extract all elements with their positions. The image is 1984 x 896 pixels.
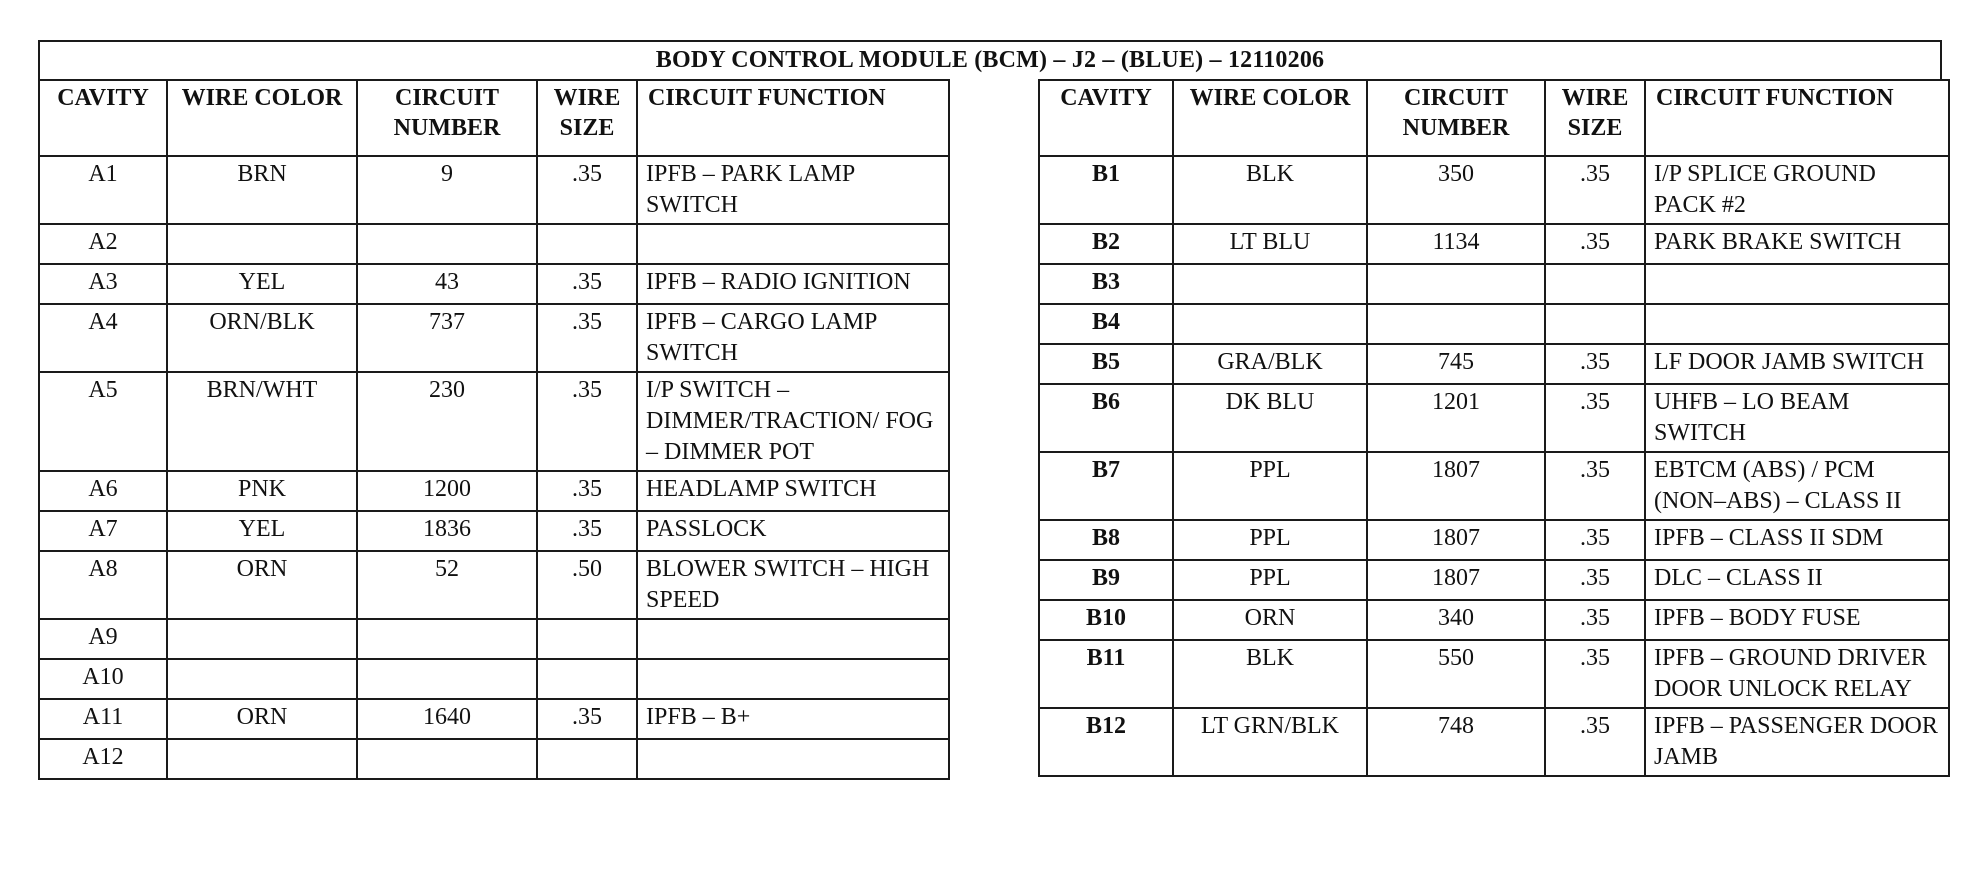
table-row: [39, 699, 949, 739]
header-row: [1039, 80, 1949, 156]
table-row: [1039, 224, 1949, 264]
col-header-wire-color: WIRE COLOR: [167, 80, 357, 156]
circuit-function-cell: IPFB – CARGO LAMP SWITCH: [637, 304, 949, 372]
table-title: BODY CONTROL MODULE (BCM) – J2 – (BLUE) – 12110206: [38, 40, 1942, 79]
circuit-function-cell: PASSLOCK: [637, 511, 949, 551]
table-row: [1039, 344, 1949, 384]
wire-color-cell: PPL: [1173, 520, 1367, 560]
wire-size-cell: [537, 619, 637, 659]
circuit-function-cell: BLOWER SWITCH – HIGH SPEED: [637, 551, 949, 619]
cavity-cell: A11: [39, 699, 167, 739]
cavity-cell: B6: [1039, 384, 1173, 452]
wire-size-cell: .35: [1545, 344, 1645, 384]
table-row: [1039, 384, 1949, 452]
circuit-number-cell: [357, 619, 537, 659]
wire-size-cell: .35: [1545, 452, 1645, 520]
wire-size-cell: .35: [1545, 384, 1645, 452]
table-row: [39, 471, 949, 511]
table-row: [39, 511, 949, 551]
circuit-number-cell: 43: [357, 264, 537, 304]
circuit-function-cell: IPFB – CLASS II SDM: [1645, 520, 1949, 560]
cavity-cell: B1: [1039, 156, 1173, 224]
wire-size-cell: .35: [537, 511, 637, 551]
table-row: [39, 156, 949, 224]
cavity-cell: A1: [39, 156, 167, 224]
wire-color-cell: PPL: [1173, 560, 1367, 600]
wire-size-cell: [1545, 304, 1645, 344]
wire-color-cell: LT GRN/BLK: [1173, 708, 1367, 776]
circuit-number-cell: 1200: [357, 471, 537, 511]
table-row: [1039, 520, 1949, 560]
wire-size-cell: .35: [537, 699, 637, 739]
circuit-number-cell: 1807: [1367, 452, 1545, 520]
wire-color-cell: ORN: [167, 699, 357, 739]
circuit-number-cell: 9: [357, 156, 537, 224]
circuit-number-cell: [357, 739, 537, 779]
circuit-number-cell: 230: [357, 372, 537, 471]
circuit-function-cell: UHFB – LO BEAM SWITCH: [1645, 384, 1949, 452]
circuit-number-cell: 1836: [357, 511, 537, 551]
cavity-cell: A4: [39, 304, 167, 372]
cavity-cell: B2: [1039, 224, 1173, 264]
cavity-cell: A10: [39, 659, 167, 699]
circuit-number-cell: 1201: [1367, 384, 1545, 452]
circuit-number-cell: 1134: [1367, 224, 1545, 264]
circuit-number-cell: [357, 659, 537, 699]
wire-color-cell: BLK: [1173, 156, 1367, 224]
wire-color-cell: [167, 224, 357, 264]
circuit-function-cell: IPFB – PASSENGER DOOR JAMB: [1645, 708, 1949, 776]
circuit-number-cell: 550: [1367, 640, 1545, 708]
table-row: [1039, 304, 1949, 344]
wire-size-cell: .35: [537, 471, 637, 511]
circuit-number-cell: 1807: [1367, 520, 1545, 560]
wire-color-cell: ORN: [167, 551, 357, 619]
wire-color-cell: ORN: [1173, 600, 1367, 640]
table-body-b: [1039, 156, 1949, 776]
pinout-table-b: [1038, 79, 1950, 777]
table-row: [39, 304, 949, 372]
wire-size-cell: .35: [1545, 224, 1645, 264]
circuit-function-cell: [1645, 304, 1949, 344]
table-row: [1039, 600, 1949, 640]
table-row: [1039, 560, 1949, 600]
cavity-cell: A6: [39, 471, 167, 511]
wire-color-cell: LT BLU: [1173, 224, 1367, 264]
circuit-function-cell: IPFB – PARK LAMP SWITCH: [637, 156, 949, 224]
wire-color-cell: BRN/WHT: [167, 372, 357, 471]
table-row: [39, 551, 949, 619]
wire-color-cell: [1173, 304, 1367, 344]
wire-color-cell: DK BLU: [1173, 384, 1367, 452]
table-row: [1039, 264, 1949, 304]
cavity-cell: B8: [1039, 520, 1173, 560]
circuit-number-cell: [1367, 264, 1545, 304]
wire-size-cell: .35: [1545, 156, 1645, 224]
circuit-function-cell: [637, 619, 949, 659]
circuit-function-cell: [637, 659, 949, 699]
circuit-number-cell: 1640: [357, 699, 537, 739]
col-header-circuit-number: CIRCUIT NUMBER: [1367, 80, 1545, 156]
circuit-number-cell: 748: [1367, 708, 1545, 776]
wire-color-cell: ORN/BLK: [167, 304, 357, 372]
circuit-function-cell: [637, 224, 949, 264]
circuit-function-cell: EBTCM (ABS) / PCM (NON–ABS) – CLASS II: [1645, 452, 1949, 520]
table-row: [1039, 640, 1949, 708]
cavity-cell: A8: [39, 551, 167, 619]
cavity-cell: B10: [1039, 600, 1173, 640]
wire-size-cell: .35: [1545, 520, 1645, 560]
table-row: [39, 372, 949, 471]
header-row: [39, 80, 949, 156]
wire-color-cell: YEL: [167, 511, 357, 551]
circuit-number-cell: 737: [357, 304, 537, 372]
wire-color-cell: PNK: [167, 471, 357, 511]
table-row: [39, 264, 949, 304]
wire-size-cell: .35: [537, 156, 637, 224]
wire-size-cell: .50: [537, 551, 637, 619]
wire-color-cell: [167, 619, 357, 659]
pinout-table-a: [38, 79, 950, 780]
wire-color-cell: PPL: [1173, 452, 1367, 520]
col-header-circuit-number: CIRCUIT NUMBER: [357, 80, 537, 156]
circuit-number-cell: [1367, 304, 1545, 344]
col-header-wire-size: WIRE SIZE: [1545, 80, 1645, 156]
col-header-wire-color: WIRE COLOR: [1173, 80, 1367, 156]
table-row: [1039, 452, 1949, 520]
circuit-number-cell: 350: [1367, 156, 1545, 224]
cavity-cell: B5: [1039, 344, 1173, 384]
wire-color-cell: GRA/BLK: [1173, 344, 1367, 384]
cavity-cell: A3: [39, 264, 167, 304]
wire-size-cell: [537, 659, 637, 699]
col-header-cavity: CAVITY: [1039, 80, 1173, 156]
wire-size-cell: [537, 739, 637, 779]
wire-color-cell: BRN: [167, 156, 357, 224]
cavity-cell: B4: [1039, 304, 1173, 344]
circuit-number-cell: 1807: [1367, 560, 1545, 600]
cavity-cell: A7: [39, 511, 167, 551]
col-header-circuit-function: CIRCUIT FUNCTION: [637, 80, 949, 156]
wire-size-cell: [537, 224, 637, 264]
col-header-wire-size: WIRE SIZE: [537, 80, 637, 156]
circuit-function-cell: [637, 739, 949, 779]
table-row: [39, 739, 949, 779]
wire-size-cell: .35: [1545, 560, 1645, 600]
col-header-cavity: CAVITY: [39, 80, 167, 156]
cavity-cell: B3: [1039, 264, 1173, 304]
wire-size-cell: [1545, 264, 1645, 304]
cavity-cell: B9: [1039, 560, 1173, 600]
circuit-function-cell: [1645, 264, 1949, 304]
table-row: [1039, 708, 1949, 776]
table-body-a: [39, 156, 949, 779]
wire-color-cell: [167, 659, 357, 699]
cavity-cell: A9: [39, 619, 167, 659]
circuit-function-cell: I/P SPLICE GROUND PACK #2: [1645, 156, 1949, 224]
table-row: [39, 619, 949, 659]
table-row: [39, 224, 949, 264]
table-row: [1039, 156, 1949, 224]
wire-color-cell: YEL: [167, 264, 357, 304]
wire-size-cell: .35: [537, 304, 637, 372]
wire-size-cell: .35: [1545, 640, 1645, 708]
table-row: [39, 659, 949, 699]
circuit-function-cell: IPFB – BODY FUSE: [1645, 600, 1949, 640]
wire-size-cell: .35: [1545, 708, 1645, 776]
cavity-cell: B11: [1039, 640, 1173, 708]
cavity-cell: B7: [1039, 452, 1173, 520]
circuit-function-cell: I/P SWITCH – DIMMER/TRACTION/ FOG – DIMMER POT: [637, 372, 949, 471]
circuit-function-cell: IPFB – RADIO IGNITION: [637, 264, 949, 304]
cavity-cell: B12: [1039, 708, 1173, 776]
wire-size-cell: .35: [537, 372, 637, 471]
col-header-circuit-function: CIRCUIT FUNCTION: [1645, 80, 1949, 156]
circuit-function-cell: LF DOOR JAMB SWITCH: [1645, 344, 1949, 384]
cavity-cell: A5: [39, 372, 167, 471]
cavity-cell: A2: [39, 224, 167, 264]
circuit-number-cell: [357, 224, 537, 264]
circuit-function-cell: DLC – CLASS II: [1645, 560, 1949, 600]
wire-size-cell: .35: [537, 264, 637, 304]
wire-color-cell: BLK: [1173, 640, 1367, 708]
wire-size-cell: .35: [1545, 600, 1645, 640]
circuit-function-cell: IPFB – B+: [637, 699, 949, 739]
cavity-cell: A12: [39, 739, 167, 779]
circuit-function-cell: PARK BRAKE SWITCH: [1645, 224, 1949, 264]
circuit-number-cell: 340: [1367, 600, 1545, 640]
circuit-number-cell: 745: [1367, 344, 1545, 384]
wire-color-cell: [1173, 264, 1367, 304]
circuit-function-cell: IPFB – GROUND DRIVER DOOR UNLOCK RELAY: [1645, 640, 1949, 708]
circuit-number-cell: 52: [357, 551, 537, 619]
circuit-function-cell: HEADLAMP SWITCH: [637, 471, 949, 511]
wire-color-cell: [167, 739, 357, 779]
